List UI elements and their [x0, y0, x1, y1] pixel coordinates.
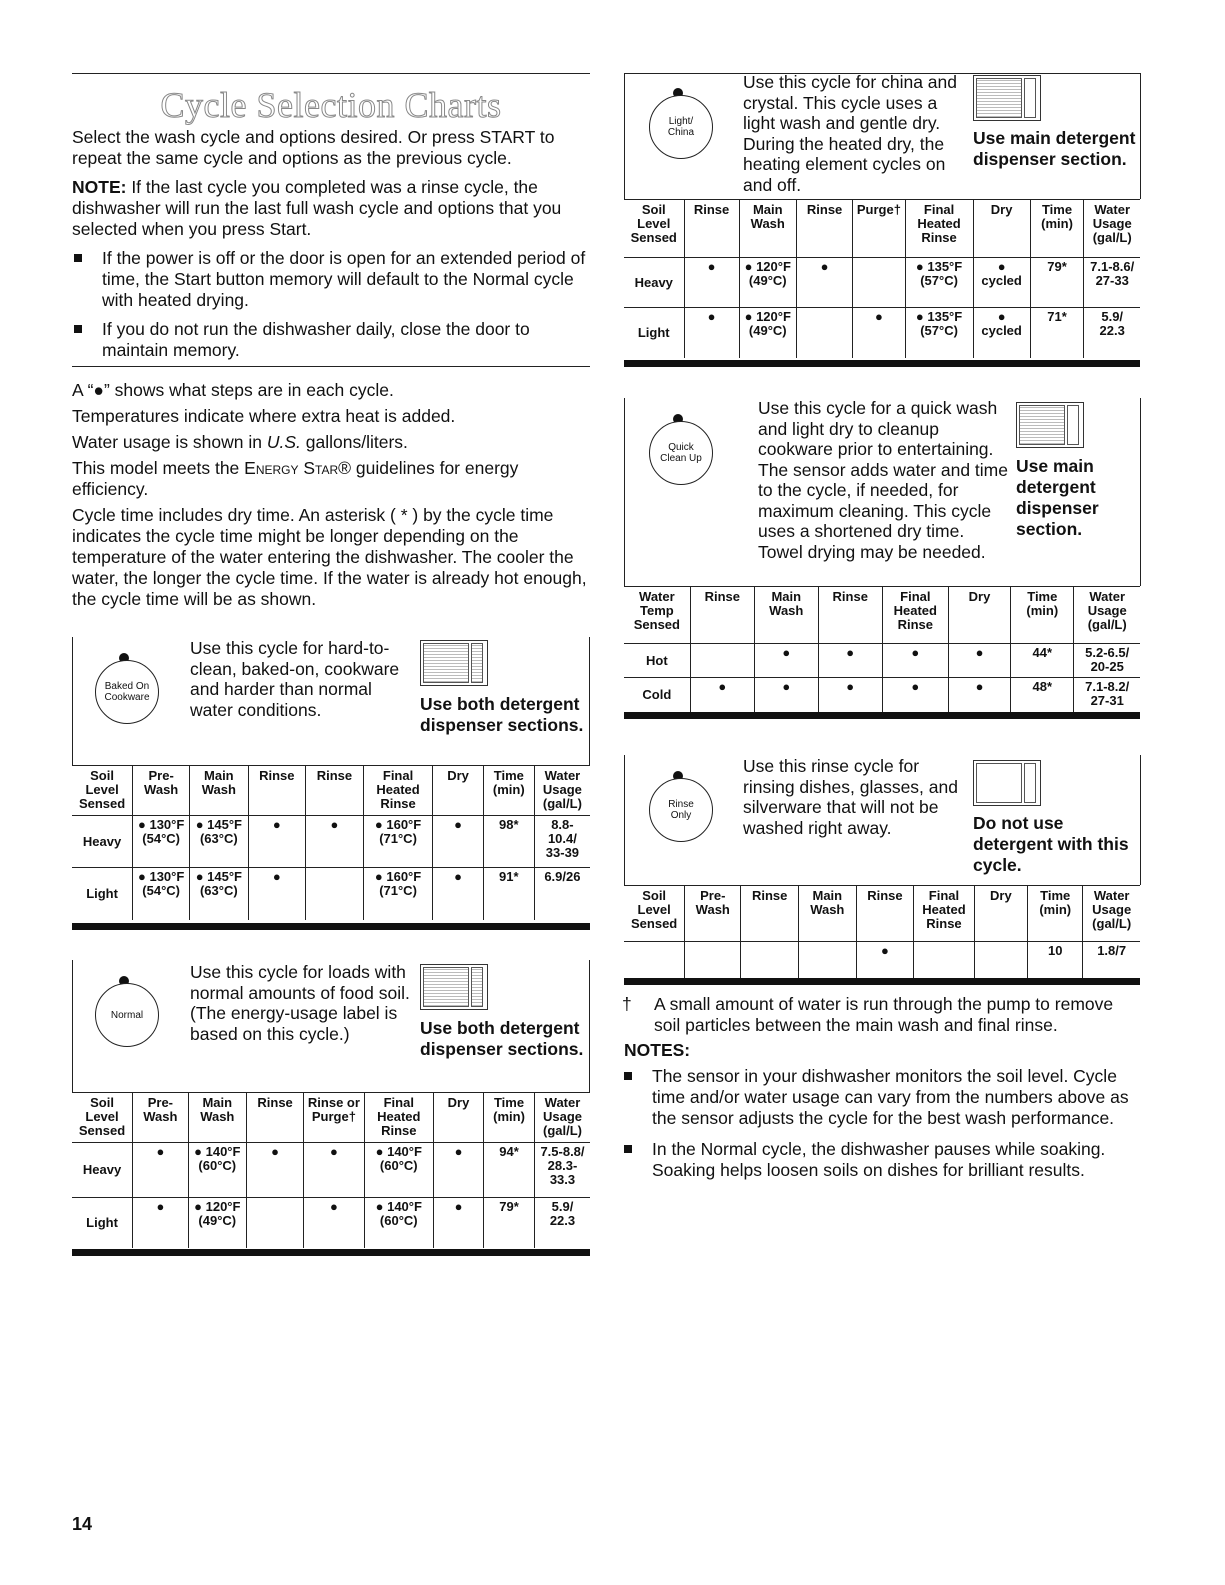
normal-detergent-note: Use both detergent dispenser sections. [420, 1018, 584, 1059]
column-header: Time (min) [1011, 587, 1074, 644]
column-header: Main Wash [799, 886, 856, 942]
table-cell: ● [818, 678, 882, 712]
footnote-mark: † [622, 994, 632, 1014]
table-cell: ● [948, 644, 1010, 678]
column-header: Pre- Wash [133, 766, 190, 816]
table-cell: ● [754, 644, 818, 678]
legend-energy-post: ® guidelines for energy efficiency. [72, 458, 519, 499]
table-row [72, 1198, 590, 1248]
legend-water-units: U.S. [266, 432, 301, 452]
table-cell: ● [433, 1198, 483, 1248]
page-title: Cycle Selection Charts [160, 85, 502, 125]
quick-frame-left [624, 398, 625, 586]
legend-energy-pre: This model meets the [72, 458, 245, 478]
china-cycle-table [624, 199, 1140, 358]
table-cell: 7.1-8.2/ 27-31 [1074, 678, 1140, 712]
table-cell: ● 140°F (60°C) [364, 1198, 433, 1248]
table-cell [974, 942, 1027, 978]
column-header: Pre- Wash [133, 1093, 189, 1143]
table-cell: ● 160°F (71°C) [363, 816, 433, 868]
column-header: Pre- Wash [685, 886, 741, 942]
column-header: Rinse [690, 587, 754, 644]
rinse-cycle-table [624, 885, 1140, 978]
section-rule [72, 366, 590, 367]
column-header: Final Heated Rinse [364, 1093, 433, 1143]
table-row [624, 678, 1140, 712]
column-header: Soil Level Sensed [78, 1095, 126, 1138]
china-description: Use this cycle for china and crystal. This cycle uses a light wash and gentle dry. During the heated dry, the heating element cycles on and off. [743, 72, 957, 195]
table-cell: 48* [1011, 678, 1074, 712]
table-cell: 7.1-8.6/ 27-33 [1084, 258, 1140, 308]
table-cell: 5.9/ 22.3 [1084, 308, 1140, 358]
table-cell: ● 135°F (57°C) [905, 308, 973, 358]
normal-description: Use this cycle for loads with normal amounts of food soil. (The energy-usage label is based on this cycle.) [190, 962, 410, 1044]
column-header: Final Heated Rinse [905, 200, 973, 258]
normal-icon-label: Normal [110, 1009, 144, 1021]
column-header: Dry [973, 200, 1030, 258]
table-row [624, 942, 1140, 978]
column-header: Rinse [818, 587, 882, 644]
row-label: Heavy [82, 833, 122, 849]
legend-cycle-time: Cycle time includes dry time. An asterisk ( * ) by the cycle time indicates the cycle time might be longer depending on the temperature of the water entering the dishwasher. The cooler the water, the longer the cycle time. If the water is already hot enough, the cycle time will be as shown. [72, 505, 587, 609]
column-header: Dry [433, 766, 483, 816]
quick-icon-line1: Quick [668, 442, 694, 453]
china-frame-right [1140, 73, 1141, 199]
column-header: Water Usage (gal/L) [534, 766, 590, 816]
legend-water [72, 432, 590, 453]
column-header: Rinse [246, 1093, 303, 1143]
column-header: Water Temp Sensed [633, 589, 680, 632]
china-bottom-rule [624, 360, 1140, 367]
baked-frame-right [589, 637, 590, 765]
table-cell: ● [818, 644, 882, 678]
column-header: Time (min) [1030, 200, 1084, 258]
column-header: Rinse [248, 766, 306, 816]
dispenser-both-icon [420, 964, 488, 1010]
table-cell [741, 942, 799, 978]
baked-description: Use this cycle for hard-to-clean, baked-on, cookware and harder than normal water conditions. [190, 638, 400, 720]
table-cell: ● 120°F (49°C) [739, 258, 796, 308]
column-header: Soil Level Sensed [631, 888, 678, 931]
baked-detergent-note: Use both detergent dispenser sections. [420, 694, 584, 735]
baked-on-icon [95, 660, 159, 724]
table-cell: ● [433, 816, 483, 868]
column-header: Dry [433, 1093, 483, 1143]
table-cell [690, 644, 754, 678]
dispenser-empty-icon [973, 760, 1041, 806]
legend-energy-brand: Energy Star [244, 458, 339, 478]
table-cell: ● [690, 678, 754, 712]
table-row [72, 868, 590, 920]
column-header: Rinse [684, 200, 739, 258]
intro-bullet: If you do not run the dishwasher daily, close the door to maintain memory. [72, 319, 590, 361]
dispenser-main-icon [973, 75, 1041, 121]
table-cell: ● [433, 868, 483, 920]
table-cell: 98* [483, 816, 534, 868]
legend-temperature: Temperatures indicate where extra heat is added. [72, 406, 456, 426]
table-cell: ● [433, 1143, 483, 1198]
table-cell [796, 308, 852, 358]
quick-clean-up-icon [649, 421, 713, 485]
table-row [624, 308, 1140, 358]
column-header: Purge† [853, 200, 905, 258]
note-label: NOTE: [72, 177, 127, 197]
column-header: Rinse [306, 766, 364, 816]
table-cell: ● [133, 1143, 189, 1198]
dispenser-both-icon [420, 640, 488, 686]
normal-cycle-table [72, 1092, 590, 1248]
table-cell: ● [306, 816, 364, 868]
table-cell: ● [882, 678, 948, 712]
table-cell: ● [684, 308, 739, 358]
table-cell: ● [304, 1143, 364, 1198]
china-frame-left [624, 73, 625, 199]
table-cell: ● [796, 258, 852, 308]
quick-description: Use this cycle for a quick wash and light dry to cleanup cookware prior to entertaining. The sensor adds water and time to the cycle, if needed, for maximum cleaning. This cycle uses a shortened dry time. Towel drying may be needed. [758, 398, 1008, 562]
table-cell [914, 942, 974, 978]
table-cell: ● [754, 678, 818, 712]
normal-bottom-rule [72, 1249, 590, 1256]
table-cell: ● 160°F (71°C) [363, 868, 433, 920]
row-label [624, 942, 685, 978]
table-cell: ● [856, 942, 914, 978]
column-header: Soil Level Sensed [630, 202, 677, 245]
page-number: 14 [72, 1514, 93, 1534]
note-paragraph [72, 177, 590, 240]
note-item: The sensor in your dishwasher monitors the soil level. Cycle time and/or water usage can vary from the numbers above as the sensor adjusts the cycle for the best wash performance. [622, 1066, 1142, 1129]
notes-list [622, 1066, 1142, 1189]
row-label: Heavy [82, 1162, 122, 1177]
rinse-bottom-rule [624, 978, 1140, 985]
column-header: Rinse or Purge† [304, 1093, 364, 1143]
rinse-description: Use this rinse cycle for rinsing dishes, glasses, and silverware that will not be washed right away. [743, 756, 958, 838]
table-cell: ● [248, 816, 306, 868]
column-header: Final Heated Rinse [914, 886, 974, 942]
column-header: Rinse [856, 886, 914, 942]
quick-icon-line2: Clean Up [660, 453, 702, 464]
baked-frame-left [72, 637, 73, 765]
footnote-text: A small amount of water is run through the pump to remove soil particles between the main wash and final rinse. [654, 994, 1114, 1035]
column-header: Time (min) [484, 1093, 535, 1143]
rinse-frame-right [1140, 755, 1141, 885]
table-cell: 8.8-10.4/ 33-39 [534, 816, 590, 868]
table-row [624, 644, 1140, 678]
intro-paragraph: Select the wash cycle and options desired. Or press START to repeat the same cycle and options as the previous cycle. [72, 127, 555, 168]
table-cell: 1.8/7 [1083, 942, 1140, 978]
table-row [72, 816, 590, 868]
column-header: Main Wash [754, 587, 818, 644]
rinse-icon-line2: Only [670, 810, 692, 821]
intro-bullets [72, 248, 590, 361]
table-cell: 91* [483, 868, 534, 920]
row-label: Light [86, 885, 118, 901]
table-cell: 94* [484, 1143, 535, 1198]
footnote [622, 994, 1142, 1036]
row-label: Hot [646, 652, 668, 668]
table-cell: 71* [1030, 308, 1084, 358]
column-header: Main Wash [190, 766, 248, 816]
normal-frame-right [589, 960, 590, 1092]
table-cell: ● [684, 258, 739, 308]
legend-water-pre: Water usage is shown in [72, 432, 267, 452]
table-cell: ● [246, 1143, 303, 1198]
column-header: Main Wash [188, 1093, 246, 1143]
row-label: Light [86, 1214, 118, 1230]
rinse-icon-line1: Rinse [668, 799, 694, 810]
row-label: Heavy [634, 274, 673, 290]
table-row [72, 1143, 590, 1198]
column-header: Water Usage (gal/L) [534, 1093, 590, 1143]
china-icon-line1: Light/ [668, 116, 694, 127]
table-cell: ● 145°F (63°C) [190, 868, 248, 920]
table-cell: 10 [1028, 942, 1083, 978]
table-cell: 79* [1030, 258, 1084, 308]
table-cell: 6.9/26 [534, 868, 590, 920]
legend-dot: A “●” shows what steps are in each cycle. [72, 380, 394, 400]
column-header: Rinse [796, 200, 852, 258]
rinse-frame-left [624, 755, 625, 885]
table-cell [306, 868, 364, 920]
column-header: Dry [974, 886, 1027, 942]
table-row [624, 258, 1140, 308]
rinse-only-icon [649, 778, 713, 842]
legend-water-post: gallons/liters. [300, 432, 408, 452]
column-header: Water Usage (gal/L) [1083, 886, 1140, 942]
table-cell: ● 140°F (60°C) [364, 1143, 433, 1198]
table-cell: ● 120°F (49°C) [188, 1198, 246, 1248]
legend-section [72, 380, 590, 610]
table-cell: ● cycled [973, 258, 1030, 308]
table-cell: ● [882, 644, 948, 678]
baked-icon-line1: Baked On [104, 681, 150, 692]
column-header: Rinse [741, 886, 799, 942]
light-china-icon [649, 95, 713, 159]
quick-cycle-table [624, 586, 1140, 712]
baked-icon-line2: Cookware [104, 692, 150, 703]
table-cell: ● 140°F (60°C) [188, 1143, 246, 1198]
table-cell: ● [133, 1198, 189, 1248]
column-header: Dry [948, 587, 1010, 644]
table-cell: ● [948, 678, 1010, 712]
table-cell: ● cycled [973, 308, 1030, 358]
table-cell: ● [304, 1198, 364, 1248]
table-cell: ● 130°F (54°C) [133, 816, 190, 868]
baked-bottom-rule [72, 923, 590, 930]
normal-frame-left [72, 960, 73, 1092]
column-header: Final Heated Rinse [363, 766, 433, 816]
rinse-detergent-note: Do not use detergent with this cycle. [973, 813, 1129, 875]
table-cell: ● 130°F (54°C) [133, 868, 190, 920]
dispenser-main-icon [1016, 402, 1084, 448]
china-icon-line2: China [667, 127, 695, 138]
table-cell [685, 942, 741, 978]
table-cell: ● [853, 308, 905, 358]
table-cell: ● [248, 868, 306, 920]
column-header: Soil Level Sensed [78, 768, 126, 811]
row-label: Light [637, 324, 670, 340]
legend-energy-star [72, 458, 590, 500]
table-cell [246, 1198, 303, 1248]
row-label: Cold [642, 686, 672, 702]
intro-bullet: If the power is off or the door is open for an extended period of time, the Start button memory will default to the Normal cycle with heated drying. [72, 248, 590, 311]
china-detergent-note: Use main detergent dispenser section. [973, 128, 1136, 169]
quick-detergent-note: Use main detergent dispenser section. [1016, 456, 1099, 539]
table-cell: ● 135°F (57°C) [905, 258, 973, 308]
table-cell: ● 145°F (63°C) [190, 816, 248, 868]
note-text: If the last cycle you completed was a rinse cycle, the dishwasher will run the last full wash cycle and options that you selected when you press Start. [72, 177, 562, 239]
note-item: In the Normal cycle, the dishwasher pauses while soaking. Soaking helps loosen soils on dishes for brilliant results. [622, 1139, 1142, 1181]
table-cell: 44* [1011, 644, 1074, 678]
intro-section [72, 127, 590, 369]
column-header: Water Usage (gal/L) [1074, 587, 1140, 644]
notes-heading: NOTES: [624, 1040, 691, 1060]
normal-icon [95, 983, 159, 1047]
table-cell: 5.2-6.5/ 20-25 [1074, 644, 1140, 678]
table-cell [799, 942, 856, 978]
column-header: Time (min) [483, 766, 534, 816]
quick-frame-right [1140, 398, 1141, 586]
quick-bottom-rule [624, 712, 1140, 719]
table-cell: 79* [484, 1198, 535, 1248]
column-header: Final Heated Rinse [882, 587, 948, 644]
baked-cycle-table [72, 765, 590, 920]
column-header: Water Usage (gal/L) [1084, 200, 1140, 258]
table-cell: 7.5-8.8/ 28.3- 33.3 [534, 1143, 590, 1198]
top-rule-left [72, 73, 590, 74]
column-header: Time (min) [1028, 886, 1083, 942]
column-header: Main Wash [739, 200, 796, 258]
table-cell: 5.9/ 22.3 [534, 1198, 590, 1248]
table-cell: ● 120°F (49°C) [739, 308, 796, 358]
table-cell [853, 258, 905, 308]
